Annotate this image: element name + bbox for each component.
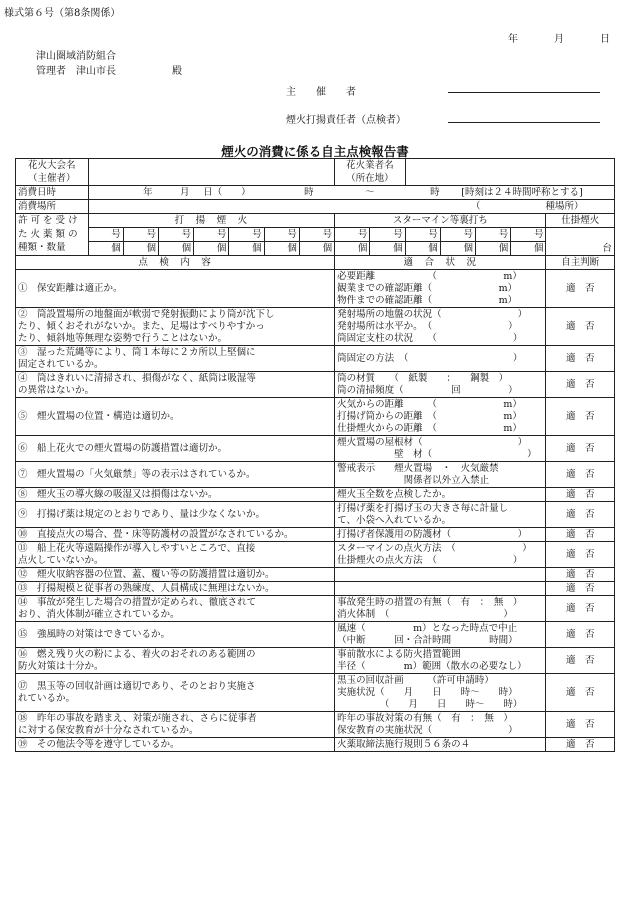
- checklist-item-line: ⑩ 直接点火の場合、畳・床等防護材の設置がなされているか。: [18, 528, 294, 540]
- judge-cell[interactable]: 適 否: [546, 372, 615, 398]
- checklist-item-line: ⑭ 事故が発生した場合の措置が定められ、徹底されて: [18, 596, 257, 608]
- date-day-label: 日: [600, 34, 610, 45]
- checklist-status-line: 煙火玉全数を点検したか。: [337, 488, 452, 500]
- checklist-item-line: ⑯ 燃え残り火の粉による、着火のおそれのある範囲の: [18, 648, 256, 660]
- checklist-item: [16, 622, 335, 648]
- checklist-status[interactable]: [335, 308, 546, 346]
- checklist-status-line: て、小袋へ入れているか。: [337, 514, 451, 526]
- checklist-status[interactable]: [335, 712, 546, 738]
- go-cell[interactable]: 号: [123, 228, 158, 242]
- judge-cell[interactable]: 適 否: [546, 568, 615, 582]
- judge-cell[interactable]: 適 否: [546, 542, 615, 568]
- ko-cell[interactable]: 個: [476, 242, 511, 256]
- addressee-honorific: 殿: [172, 66, 182, 77]
- checklist-status-line: 打揚げ者保護用の防護材（ ）: [337, 528, 528, 540]
- datetime-label: 消費日時: [16, 186, 89, 200]
- checklist-item: [16, 346, 335, 372]
- checklist-row: [16, 346, 615, 372]
- place-value[interactable]: [88, 200, 614, 214]
- ko-cell[interactable]: 個: [264, 242, 299, 256]
- checklist-status-line: 煙火置場の屋根材（ ）: [337, 436, 528, 448]
- checklist-item-line: ② 筒設置場所の地盤面が軟弱で発射振動により筒が沈下し: [18, 308, 275, 320]
- ko-cell[interactable]: 個: [194, 242, 229, 256]
- judge-cell[interactable]: 適 否: [546, 582, 615, 596]
- checklist-row: [16, 436, 615, 462]
- checklist-status-line: 発射場所の地盤の状況（ ）: [337, 308, 528, 320]
- checklist-item-line: に対する保安教育が十分なされているか。: [18, 724, 199, 736]
- dt-year: 年: [143, 186, 153, 198]
- checklist-item-line: たり、傾くおそれがないか。また、足場はすべりやすかっ: [18, 320, 265, 332]
- go-cell[interactable]: 号: [405, 228, 440, 242]
- checklist-item: [16, 308, 335, 346]
- place-row: [16, 200, 615, 214]
- checklist-item: [16, 270, 335, 308]
- checklist-item-line: ⑥ 船上花火での煙火置場の防護措置は適切か。: [18, 442, 228, 454]
- dt-hour: 時: [304, 186, 314, 198]
- checklist-status[interactable]: [335, 398, 546, 436]
- checklist-row: [16, 582, 615, 596]
- checklist-row: [16, 398, 615, 436]
- vendor-address-value[interactable]: [405, 172, 614, 186]
- checklist-status[interactable]: [335, 542, 546, 568]
- checklist-status-line: 筒の材質 （ 紙製 ： 鋼製 ）: [337, 372, 509, 384]
- dt-month: 月: [180, 186, 190, 198]
- judge-cell[interactable]: 適 否: [546, 528, 615, 542]
- addressee-org: 津山圏域消防組合: [36, 51, 116, 62]
- ko-cell[interactable]: 個: [440, 242, 475, 256]
- checklist-item-line: ④ 筒はきれいに清掃され、損傷がなく、紙筒は吸湿等: [18, 372, 256, 384]
- checklist-status-line: 物件までの確認距離（ m）: [337, 294, 518, 306]
- col-judge-header: 自主判断: [546, 256, 615, 270]
- checklist-item-line: ① 保安距離は適正か。: [18, 282, 123, 294]
- ko-cell[interactable]: 個: [511, 242, 546, 256]
- judge-cell[interactable]: 適 否: [546, 462, 615, 488]
- checklist-status-line: 仕掛煙火の点火方法 （ ）: [337, 554, 523, 566]
- judge-cell[interactable]: 適 否: [546, 674, 615, 712]
- date-month-label: 月: [554, 34, 564, 45]
- go-cell[interactable]: 号: [370, 228, 405, 242]
- ko-cell[interactable]: 個: [299, 242, 334, 256]
- checklist-item-line: おり、消火体制が確立されているか。: [18, 608, 180, 620]
- checklist-status[interactable]: [335, 502, 546, 528]
- checklist-status-line: 筒の清掃頻度（ 回 ）: [337, 384, 518, 396]
- checklist-item-line: ⑬ 打揚規模と従事者の熟練度、人員構成に無理はないか。: [18, 582, 275, 594]
- vendor-value[interactable]: [405, 159, 614, 173]
- form-number: 様式第６号（第8条関係）: [4, 8, 121, 19]
- cat-shikake: 仕掛煙火: [546, 214, 615, 228]
- dt-note: [時刻は２４時間呼称とする]: [461, 186, 583, 198]
- go-cell[interactable]: 号: [335, 228, 370, 242]
- event-name-value[interactable]: [88, 159, 335, 173]
- addressee-person: 管理者 津山市長: [36, 66, 116, 77]
- checklist-item: [16, 582, 335, 596]
- inspection-report-table: [15, 158, 615, 752]
- checklist-status-line: 事前散水による防火措置範囲: [337, 648, 461, 660]
- ko-cell[interactable]: 個: [158, 242, 193, 256]
- checklist-status-line: 関係者以外立入禁止: [337, 474, 490, 486]
- page-title: 煙火の消費に係る自主点検報告書: [221, 144, 409, 159]
- checklist-status-line: 火気からの距離 （ m）: [337, 398, 522, 410]
- checklist-status-line: 火薬取締法施行規則５６条の４: [337, 738, 471, 750]
- checklist-item-line: れているか。: [18, 692, 76, 704]
- checklist-status[interactable]: [335, 462, 546, 488]
- checklist-status-line: 半径（ m）範囲（散水の必要なし）: [337, 660, 527, 672]
- date-year-label: 年: [508, 34, 518, 45]
- checklist-row: [16, 462, 615, 488]
- permit-label-3: 種類・数量: [16, 242, 89, 256]
- checklist-status-line: 実施状況（ 月 日 時～ 時）: [337, 686, 518, 698]
- checklist-item: [16, 436, 335, 462]
- judge-cell[interactable]: 適 否: [546, 436, 615, 462]
- checklist-status-line: 昨年の事故対策の有無（ 有 ： 無 ）: [337, 712, 513, 724]
- checklist-item: [16, 372, 335, 398]
- cat-starmine: スターマイン等裏打ち: [335, 214, 546, 228]
- judge-cell[interactable]: 適 否: [546, 270, 615, 308]
- checklist-item: [16, 568, 335, 582]
- checklist-item-line: ⑪ 船上花火等遠隔操作が導入しやすいところで、直接: [18, 542, 256, 554]
- vendor-address-label: （所在地）: [335, 172, 405, 186]
- checklist-row: [16, 738, 615, 752]
- go-cell[interactable]: 号: [440, 228, 475, 242]
- checklist-status[interactable]: [335, 568, 546, 582]
- checklist-row: [16, 596, 615, 622]
- checklist-status-line: （中断 回・合計時間 時間）: [337, 634, 518, 646]
- checklist-item-line: の異常はないか。: [18, 384, 95, 396]
- checklist-item: [16, 502, 335, 528]
- checklist-status[interactable]: [335, 648, 546, 674]
- judge-cell[interactable]: 適 否: [546, 488, 615, 502]
- checklist-item: [16, 648, 335, 674]
- checklist-item-line: ⑮ 強風時の対策はできているか。: [18, 628, 171, 640]
- checklist-item: [16, 712, 335, 738]
- checklist-row: [16, 528, 615, 542]
- judge-cell[interactable]: 適 否: [546, 398, 615, 436]
- checklist-status[interactable]: [335, 622, 546, 648]
- checklist-row: [16, 674, 615, 712]
- checklist-status-line: 風速（ m）となった時点で中止: [337, 622, 518, 634]
- dt-hour2: 時: [430, 186, 440, 198]
- checklist-item-line: 防火対策は十分か。: [18, 660, 104, 672]
- col-status-header: 適 合 状 況: [335, 256, 546, 270]
- checklist-item: [16, 488, 335, 502]
- checklist-item: [16, 596, 335, 622]
- go-cell[interactable]: 号: [476, 228, 511, 242]
- event-row: [16, 159, 615, 173]
- checklist-status[interactable]: [335, 528, 546, 542]
- judge-cell[interactable]: 適 否: [546, 596, 615, 622]
- checklist-status-line: 筒固定の方法 （ ）: [337, 352, 523, 364]
- manager-label: 煙火打揚責任者（点検者）: [286, 115, 406, 126]
- checklist-item-line: ⑱ 昨年の事故を踏まえ、対策が施され、さらに従事者: [18, 712, 257, 724]
- go-cell[interactable]: 号: [299, 228, 334, 242]
- checklist-status-line: 事故発生時の措置の有無（ 有 ： 無 ）: [337, 596, 523, 608]
- event-name-label: 花火大会名: [16, 159, 89, 173]
- checklist-row: [16, 270, 615, 308]
- judge-cell[interactable]: 適 否: [546, 346, 615, 372]
- checklist-status-line: 打揚げ筒からの距離 （ m）: [337, 410, 522, 422]
- event-organizer-label: （主催者）: [16, 172, 89, 186]
- col-item-header: 点 検 内 容: [16, 256, 335, 270]
- checklist-item: [16, 462, 335, 488]
- checklist-item-line: ⑦ 煙火置場の「火気厳禁」等の表示はされているか。: [18, 468, 256, 480]
- checklist-item-line: ⑤ 煙火置場の位置・構造は適切か。: [18, 410, 180, 422]
- ko-cell[interactable]: 個: [335, 242, 370, 256]
- checklist-item: [16, 738, 335, 752]
- checklist-item-line: 固定されているか。: [18, 358, 104, 370]
- checklist-item-line: ⑨ 打揚げ薬は規定のとおりであり、量は少なくないか。: [18, 508, 266, 520]
- checklist-status[interactable]: [335, 582, 546, 596]
- checklist-status-line: （ 月 日 時～ 時）: [337, 698, 523, 710]
- checklist-row: [16, 712, 615, 738]
- checklist-row: [16, 308, 615, 346]
- checklist-status-line: 仕掛煙火からの距離 （ m）: [337, 422, 522, 434]
- checklist-status[interactable]: [335, 488, 546, 502]
- ko-cell[interactable]: 個: [370, 242, 405, 256]
- checklist-item-line: たり、傾斜地等無理な姿勢で行うことはないか。: [18, 332, 228, 344]
- ko-cell[interactable]: 個: [88, 242, 123, 256]
- checklist-status[interactable]: [335, 596, 546, 622]
- checklist-item: [16, 528, 335, 542]
- judge-cell[interactable]: 適 否: [546, 738, 615, 752]
- checklist-status-line: スターマインの点火方法 （ ）: [337, 542, 532, 554]
- go-cell[interactable]: 号: [88, 228, 123, 242]
- checklist-status-line: 打揚げ薬を打揚げ玉の大きさ毎に計量し: [337, 502, 509, 514]
- checklist-item-line: ⑫ 煙火収納容器の位置、蓋、覆い等の防護措置は適切か。: [18, 568, 275, 580]
- checklist-status-line: 必要距離 （ m）: [337, 270, 522, 282]
- checklist-row: [16, 622, 615, 648]
- checklist-item-line: ⑲ その他法令等を遵守しているか。: [18, 738, 180, 750]
- checklist-row: [16, 542, 615, 568]
- datetime-row: [16, 186, 615, 200]
- checklist-header: [16, 256, 615, 270]
- judge-cell[interactable]: 適 否: [546, 502, 615, 528]
- cat-uchiage: 打 揚 煙 火: [88, 214, 335, 228]
- checklist-status[interactable]: [335, 738, 546, 752]
- ko-cell[interactable]: 個: [123, 242, 158, 256]
- checklist-row: [16, 568, 615, 582]
- checklist-item: [16, 542, 335, 568]
- checklist-status-line: 壁 材（ ）: [337, 448, 537, 460]
- manager-field[interactable]: [448, 122, 600, 123]
- checklist-row: [16, 502, 615, 528]
- ko-cell[interactable]: 個: [229, 242, 264, 256]
- permit-label-2: た 火 薬 類 の: [16, 228, 89, 242]
- dt-tilde: ～: [365, 186, 375, 198]
- checklist-item: [16, 398, 335, 436]
- checklist-status-line: 保安教育の実施状況（ ）: [337, 724, 518, 736]
- event-organizer-value[interactable]: [88, 172, 335, 186]
- go-cell[interactable]: 号: [229, 228, 264, 242]
- datetime-value[interactable]: [88, 186, 614, 200]
- checklist-item-line: ⑧ 煙火玉の導火線の吸湿又は損傷はないか。: [18, 488, 218, 500]
- go-cell[interactable]: 号: [158, 228, 193, 242]
- judge-cell[interactable]: 適 否: [546, 648, 615, 674]
- vendor-label: 花火業者名: [335, 159, 405, 173]
- organizer-label: 主 催 者: [286, 87, 356, 98]
- checklist-status[interactable]: [335, 372, 546, 398]
- ko-cell[interactable]: 個: [405, 242, 440, 256]
- checklist-status[interactable]: [335, 674, 546, 712]
- checklist-item: [16, 674, 335, 712]
- checklist-row: [16, 372, 615, 398]
- checklist-item-line: ⑰ 黒玉等の回収計画は適切であり、そのとおり実施さ: [18, 680, 256, 692]
- checklist-status[interactable]: [335, 270, 546, 308]
- permit-label-1: 許 可 を 受 け: [16, 214, 89, 228]
- checklist-status-line: 観業までの確認距離（ m）: [337, 282, 518, 294]
- judge-cell[interactable]: 適 否: [546, 622, 615, 648]
- dai-cell[interactable]: 台: [546, 228, 615, 256]
- checklist-status[interactable]: [335, 346, 546, 372]
- checklist-status[interactable]: [335, 436, 546, 462]
- go-cell[interactable]: 号: [511, 228, 546, 242]
- go-cell[interactable]: 号: [264, 228, 299, 242]
- judge-cell[interactable]: 適 否: [546, 712, 615, 738]
- judge-cell[interactable]: 適 否: [546, 308, 615, 346]
- place-label: 消費場所: [16, 200, 89, 214]
- checklist-status-line: 黒玉の回収計画 （許可申請時）: [337, 674, 494, 686]
- checklist-status-line: 発射場所は水平か。 （ ）: [337, 320, 518, 332]
- checklist-row: [16, 648, 615, 674]
- dt-day: 日（ ）: [203, 186, 251, 198]
- checklist-item-line: 点火していないか。: [18, 554, 104, 566]
- go-cell[interactable]: 号: [194, 228, 229, 242]
- checklist-status-line: 筒固定支柱の状況 （ ）: [337, 332, 523, 344]
- checklist-status-line: 消火体制 （ ）: [337, 608, 513, 620]
- place-count: 種場所）: [545, 200, 584, 212]
- checklist-row: [16, 488, 615, 502]
- checklist-item-line: ③ 湿った荒縄等により、筒１本毎に２カ所以上堅個に: [18, 346, 256, 358]
- organizer-field[interactable]: [448, 92, 600, 93]
- place-open: （: [471, 200, 481, 212]
- checklist-status-line: 警戒表示 煙火置場 ・ 火気厳禁: [337, 462, 499, 474]
